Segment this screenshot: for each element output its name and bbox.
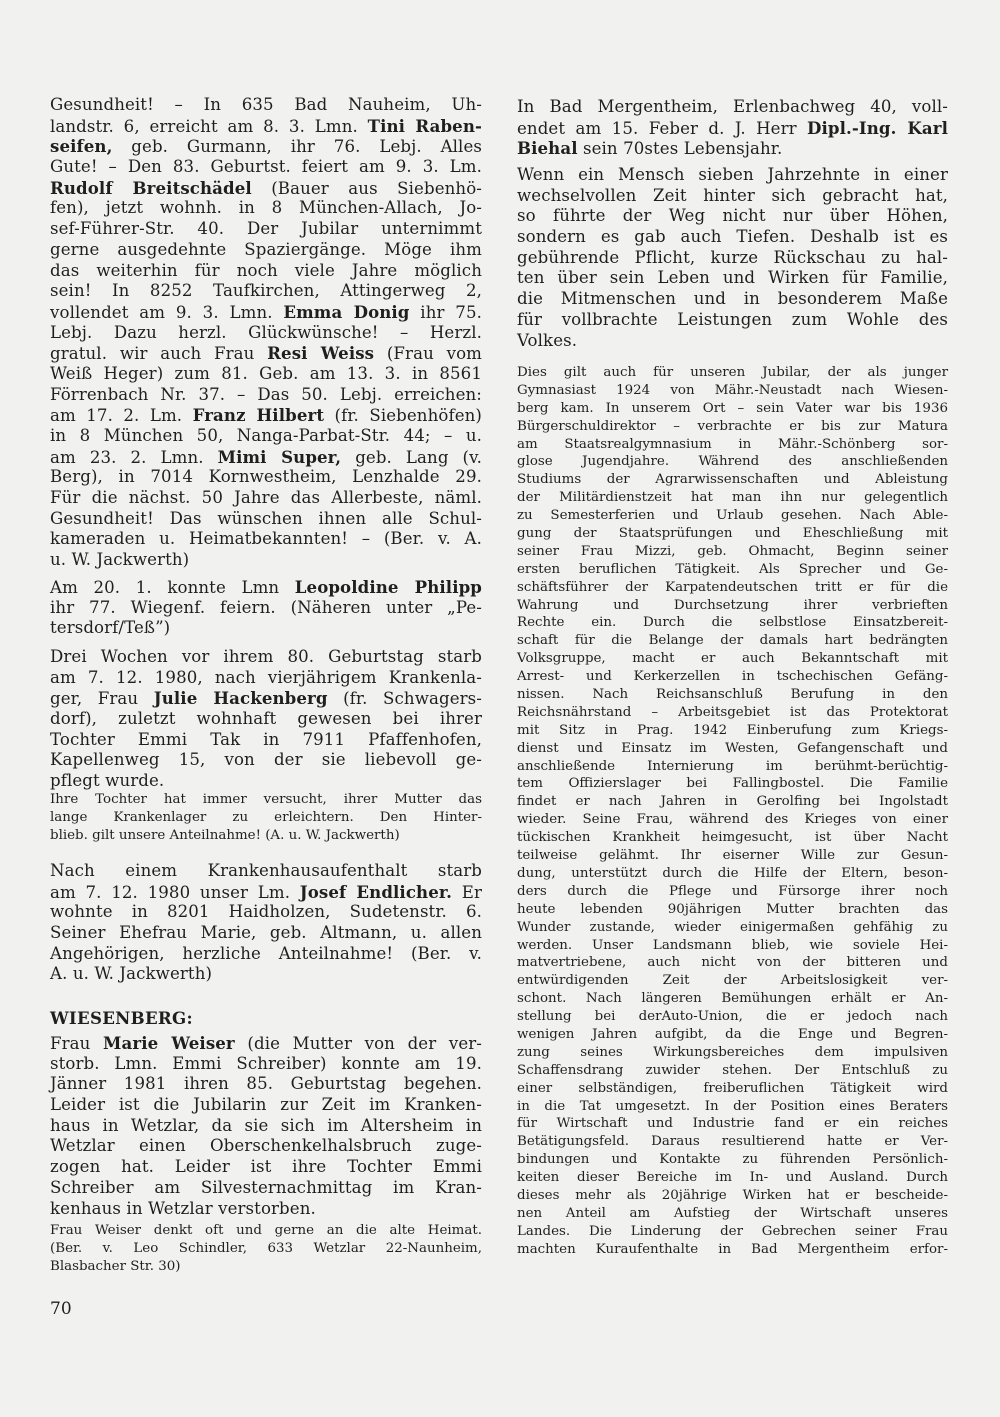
text-segment: Tochter Emmi Tak in 7911 Pfaffenhofen, xyxy=(50,729,482,749)
bold-name: Marie Weiser xyxy=(103,1033,235,1053)
text-segment: ders durch die Pflege und Fürsorge ihrer noch xyxy=(517,883,948,899)
text-segment: der Militärdienstzeit hat man ihn nur gelegentlich xyxy=(517,490,948,506)
text-line xyxy=(50,364,482,385)
text-segment: am 7. 12. 1980 unser Lm. xyxy=(50,882,300,902)
text-line xyxy=(517,525,948,543)
text-line xyxy=(517,436,948,454)
text-line xyxy=(517,561,948,579)
text-line xyxy=(517,248,948,269)
text-line xyxy=(50,136,482,157)
text-line xyxy=(50,668,482,689)
text-segment: endet am 15. Feber d. J. Herr xyxy=(517,118,808,138)
text-line xyxy=(50,1136,482,1157)
text-segment: wohnte in 8201 Haidholzen, Sudetenstr. 6. xyxy=(50,902,482,922)
text-line xyxy=(517,97,948,118)
text-segment: Rechte ein. Durch die selbstlose Einsatzbereit- xyxy=(517,615,948,631)
text-segment: dieses mehr als 20jährige Wirken hat er bescheide- xyxy=(517,1187,948,1203)
text-segment: zogen hat. Leider ist ihre Tochter Emmi xyxy=(50,1157,482,1177)
paragraph xyxy=(50,791,482,845)
text-segment: fen), jetzt wohnh. in 8 München-Allach, Jo- xyxy=(50,198,482,218)
text-line xyxy=(517,937,948,955)
text-line xyxy=(50,1258,482,1276)
text-line xyxy=(517,227,948,248)
section-heading xyxy=(50,1008,482,1029)
text-segment: zu Semesterferien und Urlaub gesehen. Nach Able- xyxy=(517,508,948,524)
text-segment: Am 20. 1. konnte Lmn xyxy=(50,578,295,597)
text-segment: schaft für die Belange der damals hart bedrängten xyxy=(517,633,948,649)
text-segment: sein! In 8252 Taufkirchen, Attingerweg 2, xyxy=(50,281,482,301)
paragraph xyxy=(50,1222,482,1276)
text-segment: wieder. Seine Frau, während des Krieges von einer xyxy=(517,812,948,828)
text-segment: für vollbrachte Leistungen zum Wohle des xyxy=(517,309,948,329)
text-line xyxy=(517,331,948,352)
text-line xyxy=(517,722,948,740)
bold-name: Biehal xyxy=(517,138,578,159)
text-line xyxy=(50,529,482,550)
text-segment: u. W. Jackwerth) xyxy=(50,550,190,570)
text-line xyxy=(517,1026,948,1044)
text-line xyxy=(517,883,948,901)
text-line xyxy=(50,1178,482,1199)
text-line xyxy=(50,1095,482,1116)
text-segment: Gymnasiast 1924 von Mähr.-Neustadt nach Wiesen- xyxy=(517,382,948,398)
text-line xyxy=(50,116,482,137)
text-line xyxy=(50,1157,482,1178)
text-line xyxy=(50,302,482,323)
text-line xyxy=(50,95,482,116)
text-line xyxy=(517,990,948,1008)
text-segment: teilweise gelähmt. Ihr eiserner Wille zur Gesun- xyxy=(517,848,948,864)
text-segment: Leider ist die Jubilarin zur Zeit im Kranken- xyxy=(50,1095,482,1115)
text-segment: Drei Wochen vor ihrem 80. Geburtstag starb xyxy=(50,647,482,666)
text-segment: gerne ausgedehnte Spaziergänge. Möge ihm xyxy=(50,239,482,259)
text-line xyxy=(50,1240,482,1258)
text-line xyxy=(517,489,948,507)
text-line xyxy=(517,289,948,310)
text-segment: (Frau vom xyxy=(374,344,482,364)
text-segment: machten Kuraufenthalte in Bad Mergentheim erfor- xyxy=(517,1241,948,1257)
text-segment: Bürgerschuldirektor – verbrachte er bis zur Matura xyxy=(517,418,948,434)
text-line xyxy=(50,882,482,903)
text-segment: in die Tat umgesetzt. In der Position eines Beraters xyxy=(517,1098,948,1114)
text-segment: bindungen und Kontakte zu führenden Persönlich- xyxy=(517,1152,948,1168)
text-segment: entwürdigenden Zeit der Arbeitslosigkeit ver- xyxy=(517,973,948,989)
text-segment: sondern es gab auch Tiefen. Deshalb ist es xyxy=(517,227,948,247)
text-segment: so führte der Weg nicht nur über Höhen, xyxy=(517,206,948,226)
text-segment: geb. Lang (v. xyxy=(341,447,482,467)
bold-name: Josef Endlicher. xyxy=(299,881,453,902)
text-line xyxy=(517,758,948,776)
text-segment: für Wirtschaft und Industrie fand er ein reiches xyxy=(517,1116,948,1132)
text-line xyxy=(517,614,948,632)
text-line xyxy=(50,750,482,771)
text-line xyxy=(517,1133,948,1151)
text-line xyxy=(50,467,482,488)
text-line xyxy=(50,771,482,792)
text-line xyxy=(517,138,948,159)
text-segment: ger, Frau xyxy=(50,689,154,709)
text-line xyxy=(517,579,948,597)
text-line xyxy=(50,219,482,240)
text-segment: dung, unterstützt durch die Hilfe der Eltern, beson- xyxy=(517,865,948,881)
text-segment: Schreiber am Silvesternachmittag im Kran- xyxy=(50,1177,482,1197)
text-segment: Frau Weiser denkt oft und gerne an die alte Heimat. xyxy=(50,1223,482,1238)
text-segment: vollendet am 9. 3. Lmn. xyxy=(50,302,284,322)
text-segment: Er xyxy=(452,882,482,902)
text-line xyxy=(50,550,482,571)
text-segment: tersdorf/Teß”) xyxy=(50,618,171,638)
text-line xyxy=(517,972,948,990)
text-segment: Blasbacher Str. 30) xyxy=(50,1259,181,1274)
paragraph xyxy=(50,95,482,571)
text-line xyxy=(517,1241,948,1259)
text-line xyxy=(517,650,948,668)
text-line xyxy=(50,944,482,965)
text-segment: Ihre Tochter hat immer versucht, ihrer Mutter das xyxy=(50,792,482,807)
text-segment: ten über sein Leben und Wirken für Familie, xyxy=(517,268,948,288)
text-line xyxy=(50,198,482,219)
text-segment: zung seines Wirkungsbereiches dem impulsiven xyxy=(517,1044,948,1060)
text-segment: Wenn ein Mensch sieben Jahrzehnte in einer xyxy=(517,165,948,184)
bold-name: Rudolf Breitschädel xyxy=(50,177,252,198)
text-line xyxy=(517,919,948,937)
text-line xyxy=(50,157,482,178)
text-segment: das weiterhin für noch viele Jahre möglich xyxy=(50,260,482,280)
text-line xyxy=(517,453,948,471)
paragraph xyxy=(517,97,948,159)
text-line xyxy=(50,964,482,985)
text-segment: am Staatsrealgymnasium in Mähr.-Schönberg sor- xyxy=(517,436,948,452)
bold-name: Tini Raben- xyxy=(367,115,482,136)
text-line xyxy=(517,793,948,811)
text-segment: nissen. Nach Reichsanschluß Berufung in den xyxy=(517,687,948,703)
text-line xyxy=(517,382,948,400)
text-line xyxy=(517,1223,948,1241)
text-line xyxy=(517,418,948,436)
text-line xyxy=(517,165,948,186)
text-segment: ihr 77. Wiegenf. feiern. (Näheren unter „Pe- xyxy=(50,597,482,617)
text-line xyxy=(50,281,482,302)
text-line xyxy=(517,901,948,919)
text-segment: die Mitmenschen und in besonderem Maße xyxy=(517,289,948,309)
paragraph xyxy=(50,861,482,985)
text-line xyxy=(50,902,482,923)
text-segment: kenhaus in Wetzlar verstorben. xyxy=(50,1198,316,1218)
text-segment: Weiß Heger) zum 81. Geb. am 13. 3. in 8561 xyxy=(50,363,482,383)
text-line xyxy=(50,488,482,509)
text-segment: haus in Wetzlar, da sie sich im Altersheim in xyxy=(50,1115,482,1135)
text-segment: (Ber. v. Leo Schindler, 633 Wetzlar 22-Naunheim, xyxy=(50,1241,482,1256)
text-segment: (die Mutter von der ver- xyxy=(234,1034,482,1053)
text-segment: Nach einem Krankenhausaufenthalt starb xyxy=(50,861,482,880)
text-segment: stellung bei derAuto-Union, die er jedoch nach xyxy=(517,1009,948,1025)
text-segment: landstr. 6, erreicht am 8. 3. Lmn. xyxy=(50,116,368,136)
text-line xyxy=(517,668,948,686)
text-segment: WIESENBERG: xyxy=(50,1008,193,1028)
text-line xyxy=(517,704,948,722)
text-segment: glose Jugendjahre. Während des anschließenden xyxy=(517,454,948,470)
text-line xyxy=(517,1205,948,1223)
text-segment: Landes. Die Linderung der Gebrechen seiner Frau xyxy=(517,1223,948,1239)
text-segment: schäftsführer der Karpatendeutschen tritt er für die xyxy=(517,579,948,595)
text-line xyxy=(517,1151,948,1169)
text-segment: Dies gilt auch für unseren Jubilar, der als junger xyxy=(517,365,948,380)
text-segment: Wetzlar einen Oberschenkelhalsbruch zuge- xyxy=(50,1136,482,1156)
text-line xyxy=(50,577,482,598)
text-line xyxy=(50,809,482,827)
text-segment: Für die nächst. 50 Jahre das Allerbeste, näml. xyxy=(50,488,482,508)
text-segment: Lebj. Dazu herzl. Glückwünsche! – Herzl. xyxy=(50,322,482,342)
text-segment: werden. Unser Landsmann blieb, wie soviele Hei- xyxy=(517,937,948,953)
text-line xyxy=(517,364,948,382)
text-line xyxy=(50,447,482,468)
text-segment: am 17. 2. Lm. xyxy=(50,406,193,426)
text-segment: Wunder zustande, wieder einigermaßen gehfähig zu xyxy=(517,919,948,935)
text-line xyxy=(517,1062,948,1080)
text-line xyxy=(50,1054,482,1075)
paragraph xyxy=(517,165,948,351)
text-line xyxy=(50,1116,482,1137)
text-line xyxy=(50,405,482,426)
text-line xyxy=(50,1199,482,1220)
text-line xyxy=(517,1008,948,1026)
text-segment: Schaffensdrang zuwider stehen. Der Entschluß zu xyxy=(517,1062,948,1078)
text-segment: ersten beruflichen Tätigkeit. Als Sprecher und Ge- xyxy=(517,561,948,577)
text-line xyxy=(517,268,948,289)
text-segment: tückischen Krankheit heimgesucht, ist über Nacht xyxy=(517,830,948,846)
text-segment: gratul. wir auch Frau xyxy=(50,344,268,364)
text-line xyxy=(50,1008,482,1029)
text-segment: pflegt wurde. xyxy=(50,771,165,791)
text-segment: Angehörigen, herzliche Anteilnahme! (Ber. v. xyxy=(50,943,482,963)
text-line xyxy=(517,865,948,883)
text-line xyxy=(517,507,948,525)
text-segment: einer selbständigen, freiberuflichen Tätigkeit wird xyxy=(517,1080,948,1096)
text-segment: matvertriebene, auch nicht von der bitteren und xyxy=(517,955,948,971)
text-segment: Gesundheit! – In 635 Bad Nauheim, Uh- xyxy=(50,95,482,114)
text-segment: Volksgruppe, macht er auch Bekanntschaft mit xyxy=(517,651,948,667)
bold-name: Mimi Super, xyxy=(217,446,342,467)
text-line xyxy=(517,829,948,847)
text-line xyxy=(517,811,948,829)
text-segment: Arrest- und Kerkerzellen in tschechischen Gefäng- xyxy=(517,669,948,685)
text-segment: schont. Nach längeren Bemühungen erhält er An- xyxy=(517,991,948,1007)
text-segment: Gesundheit! Das wünschen ihnen alle Schul- xyxy=(50,508,482,528)
text-line xyxy=(517,1115,948,1133)
text-line xyxy=(517,775,948,793)
bold-name: Resi Weiss xyxy=(267,343,375,364)
text-segment: gung der Staatsprüfungen und Eheschließung mit xyxy=(517,526,948,542)
text-line xyxy=(50,861,482,882)
text-line xyxy=(50,647,482,668)
text-segment: wechselvollen Zeit hinter sich gebracht hat, xyxy=(517,185,948,205)
text-segment: am 23. 2. Lmn. xyxy=(50,447,218,467)
text-segment: storb. Lmn. Emmi Schreiber) konnte am 19. xyxy=(50,1053,482,1073)
text-segment: in 8 München 50, Nanga-Parbat-Str. 44; – u. xyxy=(50,426,482,445)
text-line xyxy=(50,509,482,530)
text-segment: dorf), zuletzt wohnhaft gewesen bei ihrer xyxy=(50,709,482,729)
text-segment: wenigen Jahren aufgibt, da die Enge und Begren- xyxy=(517,1026,948,1042)
text-segment: findet er nach Jahren in Gerolfing bei Ingolstadt xyxy=(517,794,948,810)
bold-name: seifen, xyxy=(50,136,113,157)
text-segment: kameraden u. Heimatbekannten! – (Ber. v. A. xyxy=(50,529,482,549)
text-segment: keiten dieser Bereiche im In- und Ausland. Durch xyxy=(517,1170,948,1186)
bold-name: Emma Donig xyxy=(283,301,410,322)
text-line xyxy=(50,343,482,364)
text-segment: mit Sitz in Prag. 1942 Einberufung zum Kriegs- xyxy=(517,722,948,738)
text-segment: (Bauer aus Siebenhö- xyxy=(251,178,482,198)
text-segment: Reichsnährstand – Arbeitsgebiet ist das Protektorat xyxy=(517,704,948,720)
text-line xyxy=(50,923,482,944)
text-line xyxy=(517,118,948,139)
text-line xyxy=(50,1033,482,1054)
text-line xyxy=(517,954,948,972)
text-segment: gebührende Pflicht, kurze Rückschau zu hal- xyxy=(517,247,948,267)
paragraph xyxy=(50,647,482,792)
text-line xyxy=(50,240,482,261)
text-line xyxy=(517,186,948,207)
text-line xyxy=(517,400,948,418)
text-line xyxy=(517,1080,948,1098)
text-line xyxy=(50,791,482,809)
text-line xyxy=(517,632,948,650)
bold-name: Julie Hackenberg xyxy=(153,688,328,709)
text-line xyxy=(517,847,948,865)
text-segment: Betätigungsfeld. Daraus resultierend hatte er Ver- xyxy=(517,1134,948,1150)
text-segment: A. u. W. Jackwerth) xyxy=(50,964,213,984)
text-segment: heute lebenden 90jährigen Mutter brachten das xyxy=(517,901,948,917)
text-segment: nen Anteil am Aufstieg der Wirtschaft unseres xyxy=(517,1205,948,1221)
text-line xyxy=(50,178,482,199)
text-line xyxy=(50,1222,482,1240)
paragraph xyxy=(50,1033,482,1219)
text-segment: Volkes. xyxy=(517,330,578,350)
text-segment: Seiner Ehefrau Marie, geb. Altmann, u. allen xyxy=(50,923,482,943)
text-segment: sein 70stes Lebensjahr. xyxy=(577,139,783,159)
text-line xyxy=(50,598,482,619)
bold-name: Dipl.-Ing. Karl xyxy=(807,117,948,138)
text-segment: In Bad Mergentheim, Erlenbachweg 40, voll- xyxy=(517,97,948,116)
text-line xyxy=(517,1044,948,1062)
text-segment: dienst und Einsatz im Westen, Gefangenschaft und xyxy=(517,740,948,756)
text-line xyxy=(517,543,948,561)
text-line xyxy=(517,597,948,615)
text-segment: sef-Führer-Str. 40. Der Jubilar unternimmt xyxy=(50,219,482,239)
text-segment: Wahrung und Durchsetzung ihrer verbrieften xyxy=(517,597,948,613)
text-line xyxy=(517,206,948,227)
text-line xyxy=(50,827,482,845)
text-line xyxy=(50,323,482,344)
text-segment: Berg), in 7014 Kornwestheim, Lenzhalde 29. xyxy=(50,467,482,487)
text-line xyxy=(50,709,482,730)
text-line xyxy=(50,730,482,751)
text-line xyxy=(517,1098,948,1116)
text-segment: Studiums der Agrarwissenschaften und Ableistung xyxy=(517,472,948,488)
text-segment: anschließende Internierung im berühmt-berüchtig- xyxy=(517,758,948,774)
text-line xyxy=(50,426,482,447)
text-segment: Förrenbach Nr. 37. – Das 50. Lebj. erreichen: xyxy=(50,384,482,404)
text-line xyxy=(50,688,482,709)
text-segment: ihr 75. xyxy=(409,302,482,322)
text-segment: Jänner 1981 ihren 85. Geburtstag begehen. xyxy=(50,1074,482,1094)
text-segment: Kapellenweg 15, von der sie liebevoll ge- xyxy=(50,750,482,770)
text-line xyxy=(50,385,482,406)
bold-name: Leopoldine Philipp xyxy=(294,577,482,597)
page-number: 70 xyxy=(50,1299,72,1319)
text-segment: (fr. Siebenhöfen) xyxy=(324,406,482,426)
text-segment: blieb. gilt unsere Anteilnahme! (A. u. W. Jackwerth) xyxy=(50,828,400,843)
text-line xyxy=(517,310,948,331)
text-segment: Frau xyxy=(50,1034,104,1053)
text-segment: seiner Frau Mizzi, geb. Ohmacht, Beginn seiner xyxy=(517,543,948,559)
text-segment: berg kam. In unserem Ort – sein Vater war bis 1936 xyxy=(517,400,948,416)
text-line xyxy=(517,1187,948,1205)
text-segment: (fr. Schwagers- xyxy=(327,689,483,709)
paragraph xyxy=(50,577,482,639)
text-line xyxy=(517,1169,948,1187)
paragraph xyxy=(517,364,948,1259)
text-line xyxy=(517,471,948,489)
text-segment: geb. Gurmann, ihr 76. Lebj. Alles xyxy=(112,137,482,157)
text-segment: lange Krankenlager zu erleichtern. Den Hinter- xyxy=(50,810,482,825)
text-line xyxy=(517,686,948,704)
text-segment: tem Offizierslager bei Fallingbostel. Die Familie xyxy=(517,776,948,792)
text-line xyxy=(50,1074,482,1095)
text-line xyxy=(50,618,482,639)
text-line xyxy=(50,261,482,282)
text-line xyxy=(517,740,948,758)
bold-name: Franz Hilbert xyxy=(192,405,325,426)
text-segment: am 7. 12. 1980, nach vierjährigem Krankenla- xyxy=(50,667,482,687)
text-segment: Gute! – Den 83. Geburtst. feiert am 9. 3. Lm. xyxy=(50,157,482,177)
